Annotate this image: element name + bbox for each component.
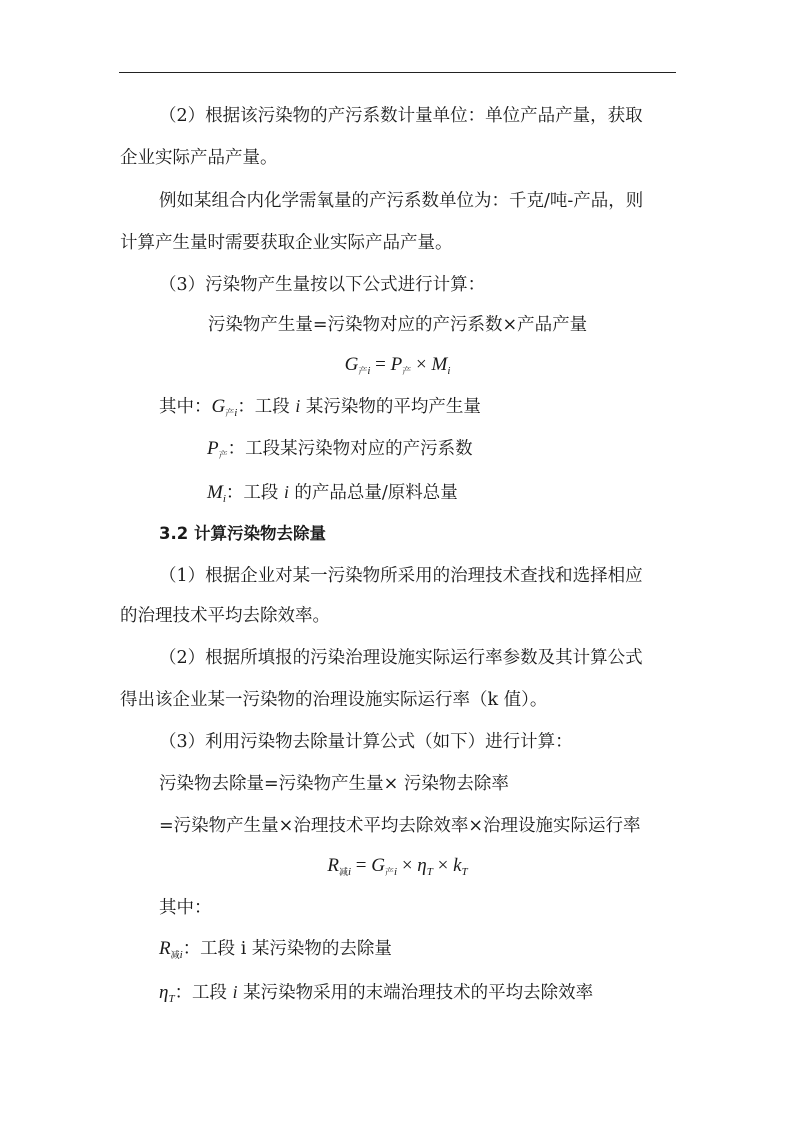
where-label-2: 其中： [159,898,212,918]
definition-R: $R_{减i}$：工段 i 某污染物的去除量 [159,938,392,961]
para-unit-line1: （2）根据该污染物的产污系数计量单位：单位产品产量，获取 [159,106,643,126]
definition-eta: $\eta_T$：工段 i 某污染物采用的末端治理技术的平均去除效率 [159,982,594,1005]
formula-production: $G_{产i} = P_产 \times M_i$ [344,354,451,377]
removal-eq-line1: 污染物去除量=污染物产生量× 污染物去除率 [159,774,509,794]
para-example-line1: 例如某组合内化学需氧量的产污系数单位为：千克/吨-产品，则 [159,191,644,211]
step2-line1: （2）根据所填报的污染治理设施实际运行率参数及其计算公式 [159,648,643,668]
section-heading: 3.2 计算污染物去除量 [159,524,326,543]
formula-removal: $R_{减i} = G_{产i} \times \eta_T \times k_T$ [327,855,468,878]
step2-line2: 得出该企业某一污染物的治理设施实际运行率（k 值）。 [120,690,548,710]
definition-M: $M_i$：工段 i 的产品总量/原料总量 [207,482,458,505]
formula-text-production: 污染物产生量=污染物对应的产污系数×产品产量 [207,315,588,335]
para-example-line2: 计算产生量时需要获取企业实际产品产量。 [120,233,453,253]
step1-line2: 的治理技术平均去除效率。 [120,606,330,626]
step1-line1: （1）根据企业对某一污染物所采用的治理技术查找和选择相应 [159,566,643,586]
header-rule [119,72,676,73]
removal-eq-line2: =污染物产生量×治理技术平均去除效率×治理设施实际运行率 [159,816,641,836]
step3-line: （3）利用污染物去除量计算公式（如下）进行计算： [159,732,573,752]
definition-P: $P_产$：工段某污染物对应的产污系数 [207,438,473,461]
definition-G: 其中：$G_{产i}$：工段 i 某污染物的平均产生量 [159,396,481,419]
para-formula-intro: （3）污染物产生量按以下公式进行计算： [159,275,486,295]
para-unit-line2: 企业实际产品产量。 [120,148,278,168]
